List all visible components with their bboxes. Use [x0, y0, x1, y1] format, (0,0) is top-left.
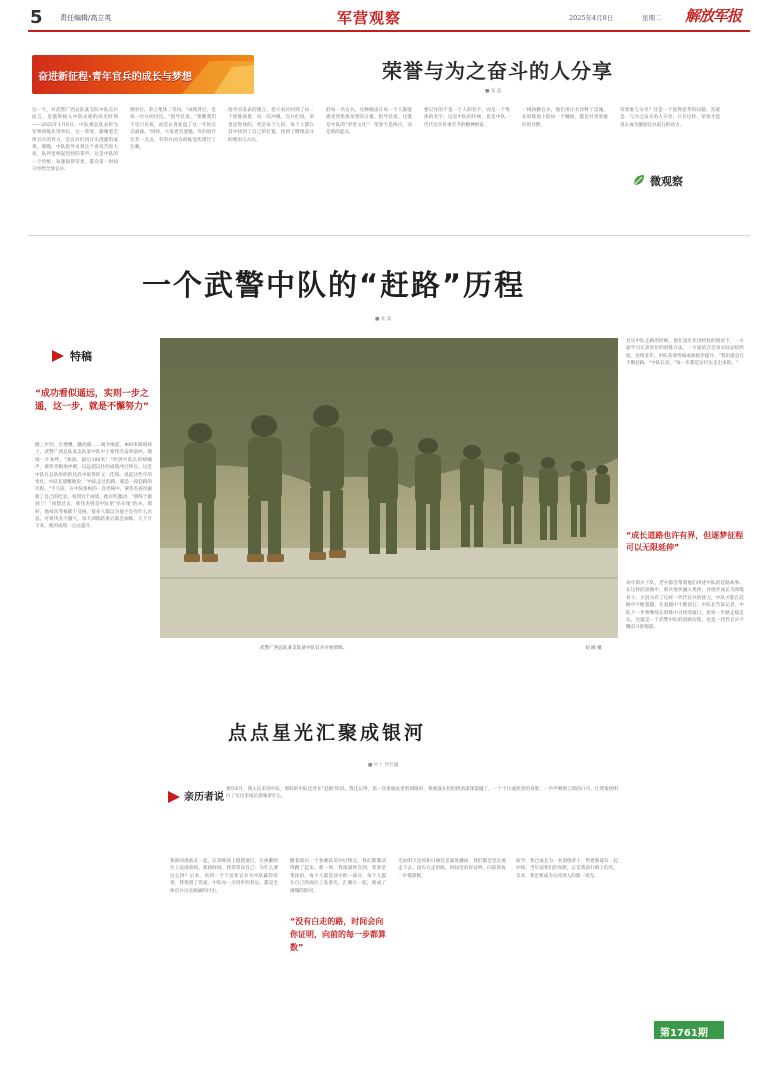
story-byline: ■ 张 磊	[485, 89, 502, 94]
section-title: 军营观察	[337, 9, 402, 27]
story-column: 理单位，荣立集体三等功。"成绩背后，是每一位兵的付出。"指导员说。"那晚我们不是只庆祝，而是认真复盘了这一年的点点滴滴。"同时，大家也有遗憾，有的项目还差一点点，有的兵因为训练受伤错过了比赛。	[130, 108, 216, 151]
story-column: 指导员发表的感言，把大家拉回到了每一个训练场景，每一次冲刺。官兵们说，荣誉是集体的，更是每个人的。每个人都在其中找到了自己的位置，找到了继续奋斗的理由与方向。	[228, 108, 314, 143]
sidebar-headline: 点点星光汇聚成银河	[228, 722, 427, 744]
page-number: 5	[30, 7, 43, 28]
sidebar-label-text: 亲历者说	[184, 792, 224, 803]
issue-badge	[654, 1021, 724, 1039]
story-column: 这一天，对武警广西总队某支队中队官兵而言，是值得载入中队史册的高光时刻——2025年1月6日，中队被总队表彰为军事训练先进单位。这一荣誉，凝聚着全体官兵的努力，是官兵们用汗水浇灌的成果。那晚，中队指导员将这个喜讯告诉大家，队列里响起热烈的掌声。这是中队的一个传统：每逢取得荣誉，都会第一时间分享给全体官兵。	[32, 108, 118, 173]
masthead	[0, 0, 778, 38]
feature-column: 踏三步轻，过增蹲，翻高板……喝令响起，400米障碍场上，武警广西总队某支队某中队中士蒙伟杰奋勇前冲。现场一片欢呼。"加油，最后100米！"听到中队长的呐喊声，蒙伟杰稍加冲刺，以远超以往的成绩冲过终点。这是中队在总队组织的比武中取得的又一佳绩。说起这些年的变化，中队长感慨地说："中队走过的路，就是一段赶路的历程。"不久前，在中队组织的一次考核中，蒙伟杰再次刷新了自己的纪录。看到这个成绩，他有些激动："我终于做到了！"回想过去，蒙伟杰曾是中队里"吊车尾"的兵。那时，他每次考核都不及格，很多人都以为他不会有什么出息。可蒙伟杰不服气，每天训练结束后都会加练。几个月下来，他的成绩一点点提升。	[35, 443, 152, 530]
pull-quote: “成功看似遥远，实则一步之遥，这一步，就是不懈努力”	[35, 389, 149, 412]
issue-date: 2025年4月8日	[569, 14, 614, 22]
column-banner	[32, 55, 254, 94]
triangle-icon	[52, 350, 64, 362]
photo-caption: 武警广西总队某支队某中队官兵开展训练。	[260, 646, 348, 651]
sidebar-column: 如今，我已成长为一名训练骨干，带着新战友一起冲锋。当年前辈们的身影，正是我前行路上的光。未来，我也要成为点亮别人的那一束光。	[516, 859, 618, 879]
feature-headline: 一个武警中队的“赶路”历程	[142, 268, 526, 302]
training-photo	[160, 338, 618, 638]
paper-logo: 解放军报	[685, 7, 742, 25]
banner-text: 奋进新征程·青年官兵的成长与梦想	[38, 72, 192, 83]
feature-label-text: 特稿	[70, 350, 92, 363]
story-column: 的每一名官兵。这种做法让每一个人都能感受到集体荣誉的分量。指导员说，这就是中队的"荣誉文化"：荣誉不是终点，而是新的起点。	[326, 108, 412, 136]
sidebar-pull-quote: “没有白走的路，时间会向你证明，向前的每一步都算数”	[290, 917, 386, 952]
sidebar-column: 随着最后一个参赛队员冲过终点，我们都激动得跳了起来。那一刻，我深深体会到，荣誉是集体的，每个人都是其中的一部分。每个人都在自己的岗位上发着光，汇聚在一起，就成了璀璨的银河。	[290, 859, 386, 894]
sidebar-column: 无论明天是风和日丽还是暴风骤雨，我们都会坚定地走下去。没有白走的路，时间会向你证明，向前的每一步都算数。	[398, 859, 506, 879]
issue-number: 第1761期	[660, 1028, 708, 1039]
masthead-rule	[28, 30, 750, 32]
sidebar-byline: ■ 中士 何若巍	[368, 763, 399, 768]
sidebar-intro: 那年6月，我入伍来到中队，那时的中队还处在"赶路"阶段。我还记得，第一次参加队里的训练时，我被战友们的拼劲深深震撼了。一个个汗流浃背的身影，一声声响彻云霄的口号，让我很快明白了在这里成长意味着什么。	[226, 787, 618, 800]
feature-column: 每年新兵下队，老兵都会带着他们讲述中队的赶路故事。在这样的氛围中，新兵很快融入集体，并逐步成长为训练骨干。正因为有了这样一代代官兵的接力，中队才能在赶路中不断超越，在超越中不断前行。中队长告诉记者，中队下一步将继续在训练中寻找突破口，把每一步路走稳走实。这就是一个武警中队的赶路历程，也是一代代官兵不懈奋斗的缩影。	[626, 581, 744, 631]
tag-label: 微观察	[650, 175, 683, 188]
section-divider	[28, 235, 750, 236]
pull-quote: “成长道路也许有界，但逐梦征程可以无限延伸”	[626, 531, 744, 552]
photo-scene	[160, 338, 618, 638]
sidebar-column: 我和同批战友一起，在训练场上摸爬滚打，在执勤哨位上站岗放哨。那段时间，我常常问自己：为什么要这么拼？后来，看到一个个前辈官兵为中队赢得荣誉，我找到了答案。中队每一点进步的背后，都是全体官兵点点滴滴的付出。	[170, 859, 278, 894]
feature-label	[52, 348, 142, 364]
issue-weekday: 星期二	[642, 14, 662, 22]
story-column: 一线执勤官兵，他们用汗水诠释了忠诚。在训练场上的每一个瞬间，都是对荣誉最好的诠释。	[522, 108, 608, 128]
micro-observation-tag	[632, 172, 712, 188]
leaf-icon	[632, 173, 646, 187]
photo-credit: 刘 刚 摄	[585, 646, 602, 651]
story-headline: 荣誉与为之奋斗的人分享	[382, 59, 613, 83]
feature-byline: ■ 张 磊	[375, 317, 392, 322]
editors-line: 责任编辑/高立英	[60, 14, 112, 22]
triangle-icon	[168, 791, 180, 803]
feature-column: 且见中队走路的时候，他在没有先进经验的情况下，一方面学习兄弟单位的训练方法，一方面结合自身实际总结经验。连续多年，中队各项考核成绩稳步提升。"我们就是在不断赶路。"中队长说，"每一步都是实打实走出来的。"	[626, 339, 744, 367]
story-column: 荣誉谁与分享？这是一个值得思考的问题。答案是：与为之奋斗的人分享。只有这样，荣誉才能真正成为激励官兵前行的动力。	[620, 108, 720, 128]
story-column: 要记住的不是一个人的名字，而是一个集体的名字。这是中队的传统，也是中队一代代官兵传承至今的精神财富。	[424, 108, 510, 128]
